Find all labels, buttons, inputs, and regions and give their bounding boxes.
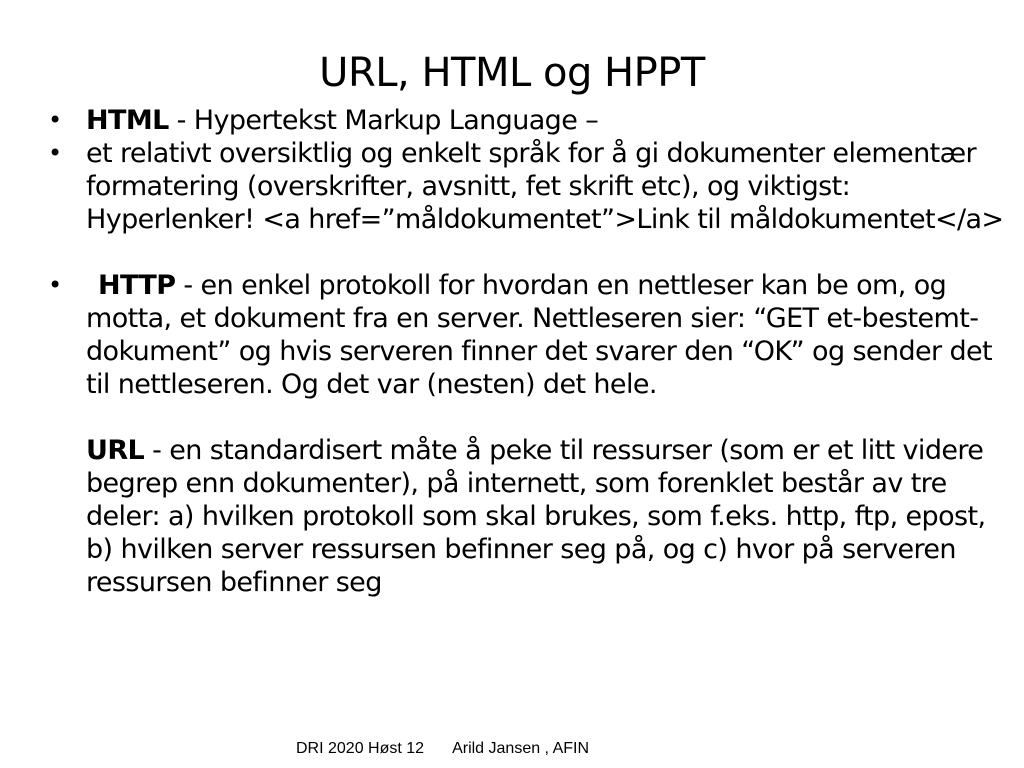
spacer xyxy=(46,401,1012,434)
term-url: URL xyxy=(86,435,145,466)
slide-title: URL, HTML og HPPT xyxy=(319,50,705,96)
bullet-icon: • xyxy=(48,106,62,134)
bullet-item-html-description xyxy=(46,137,1012,236)
paragraph-url xyxy=(46,434,1012,599)
item-text: et relativt oversiktlig og enkelt språk for å gi dokumenter elementær formatering (overskrifter, avsnitt, fet skrift etc), og viktigst: Hyperlenker! <a href=”måldokumentet”>Link til måldokumentet</a> xyxy=(86,138,1004,235)
footer-course: DRI 2020 Høst 12 xyxy=(296,740,425,757)
bullet-icon: • xyxy=(48,139,62,167)
spacer xyxy=(46,236,1012,269)
item-text: - en standardisert måte å peke til ressurser (som er et litt videre begrep enn dokumenter), på internett, som forenklet består av tre deler: a) hvilken protokoll som skal brukes, som f.eks. http, ftp, epost, b) hvilken server ressursen befinner seg på, og c) hvor på serveren ressursen befinner seg xyxy=(86,435,986,598)
bullet-item-html xyxy=(46,104,1012,137)
term-http: HTTP xyxy=(98,270,176,301)
item-text: - Hypertekst Markup Language – xyxy=(168,105,599,136)
bullet-item-http xyxy=(46,269,1012,401)
footer-author: Arild Jansen , AFIN xyxy=(452,740,590,757)
slide-footer xyxy=(296,739,589,759)
term-html: HTML xyxy=(86,105,169,136)
bullet-icon: • xyxy=(48,271,62,299)
item-text: - en enkel protokoll for hvordan en nettleser kan be om, og motta, et dokument fra en server. Nettleseren sier: “GET et-bestemt-dokument” og hvis serveren finner det svarer den “OK” og sender det til nettleseren. Og det var (nesten) det hele. xyxy=(86,270,993,400)
slide-body xyxy=(46,104,1012,599)
